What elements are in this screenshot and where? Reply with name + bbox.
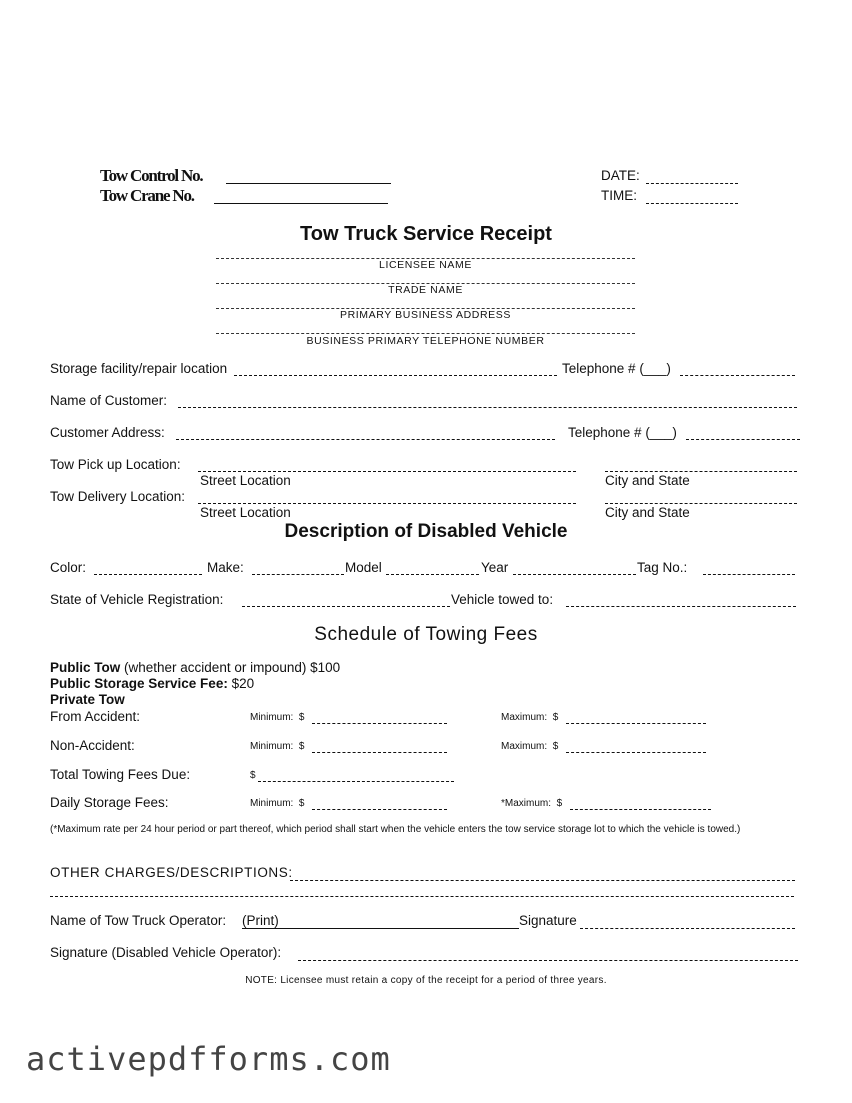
public-storage-value: $20: [231, 676, 255, 691]
daily-storage-max-label: [501, 798, 562, 809]
watermark-logo: activepdfforms.com: [26, 1040, 391, 1078]
customer-telephone-line[interactable]: [686, 439, 800, 440]
vehicle-heading: Description of Disabled Vehicle: [284, 521, 568, 542]
delivery-street-line[interactable]: [198, 503, 576, 504]
delivery-city-line[interactable]: [605, 503, 797, 504]
customer-address-line[interactable]: [176, 439, 555, 440]
non-accident-min-label: [250, 741, 304, 752]
private-tow-label: Private Tow: [50, 692, 125, 707]
operator-label: Name of Tow Truck Operator:: [50, 913, 227, 928]
other-charges-label: OTHER CHARGES/DESCRIPTIONS:: [50, 865, 293, 880]
pickup-label: Tow Pick up Location:: [50, 457, 181, 472]
customer-name-line[interactable]: [178, 407, 797, 408]
date-line[interactable]: [646, 183, 738, 184]
tow-control-label: Tow Control No.: [100, 166, 203, 185]
delivery-street-label: Street Location: [200, 505, 291, 520]
dollar-sign: $: [298, 798, 305, 809]
state-registration-label: State of Vehicle Registration:: [50, 592, 224, 607]
date-label: DATE:: [601, 168, 640, 183]
from-accident-max-line[interactable]: [566, 723, 706, 724]
public-storage-row: [50, 676, 254, 691]
minimum-label: Minimum:: [250, 712, 294, 723]
retention-note: NOTE: Licensee must retain a copy of the receipt for a period of three years.: [245, 975, 607, 986]
primary-address-label: PRIMARY BUSINESS ADDRESS: [340, 309, 511, 321]
operator-print-label: (Print): [242, 913, 279, 928]
customer-name-label: Name of Customer:: [50, 393, 168, 408]
minimum-label: Minimum:: [250, 798, 294, 809]
licensee-name-label: LICENSEE NAME: [379, 259, 472, 271]
other-charges-line[interactable]: [290, 880, 795, 881]
time-label: TIME:: [601, 188, 637, 203]
year-label: Year: [481, 560, 509, 575]
page-title: Tow Truck Service Receipt: [300, 223, 552, 245]
non-accident-label: Non-Accident:: [50, 738, 135, 753]
model-line[interactable]: [386, 574, 479, 575]
make-label: Make:: [207, 560, 244, 575]
operator-signature-line[interactable]: [580, 928, 795, 929]
maximum-star-label: *Maximum:: [501, 798, 552, 809]
dollar-sign: $: [298, 712, 305, 723]
tow-control-line[interactable]: [226, 183, 391, 184]
disabled-signature-label: Signature (Disabled Vehicle Operator):: [50, 945, 282, 960]
time-line[interactable]: [646, 203, 738, 204]
dollar-sign: $: [552, 741, 559, 752]
fees-footnote: (*Maximum rate per 24 hour period or part thereof, which period shall start when the vehicle enters the tow service storage lot to which the vehicle is towed.): [50, 824, 741, 835]
primary-phone-label: BUSINESS PRIMARY TELEPHONE NUMBER: [306, 335, 545, 347]
other-charges-line-2[interactable]: [50, 896, 794, 897]
non-accident-max-label: [501, 741, 558, 752]
tag-label: Tag No.:: [637, 560, 688, 575]
dollar-sign: $: [552, 712, 559, 723]
from-accident-min-label: [250, 712, 304, 723]
daily-storage-min-label: [250, 798, 304, 809]
make-line[interactable]: [252, 574, 344, 575]
primary-phone-line[interactable]: [216, 333, 635, 334]
from-accident-min-line[interactable]: [312, 723, 447, 724]
storage-line[interactable]: [234, 375, 557, 376]
public-tow-label: Public Tow: [50, 660, 121, 675]
color-label: Color:: [50, 560, 87, 575]
public-tow-row: [50, 660, 340, 675]
delivery-city-label: City and State: [605, 505, 690, 520]
color-line[interactable]: [94, 574, 202, 575]
customer-telephone-label: Telephone # (___): [568, 425, 677, 440]
dollar-sign: $: [298, 741, 305, 752]
disabled-signature-line[interactable]: [298, 960, 798, 961]
total-due-label: Total Towing Fees Due:: [50, 767, 191, 782]
pickup-street-line[interactable]: [198, 471, 576, 472]
storage-telephone-line[interactable]: [680, 375, 795, 376]
tow-crane-label: Tow Crane No.: [100, 186, 194, 205]
operator-signature-label: Signature: [519, 913, 577, 928]
operator-name-line[interactable]: [242, 928, 519, 929]
from-accident-max-label: [501, 712, 558, 723]
customer-address-label: Customer Address:: [50, 425, 165, 440]
pickup-city-line[interactable]: [605, 471, 797, 472]
trade-name-label: TRADE NAME: [388, 284, 463, 296]
non-accident-max-line[interactable]: [566, 752, 706, 753]
tow-crane-line[interactable]: [214, 203, 388, 204]
daily-storage-min-line[interactable]: [312, 809, 447, 810]
towed-to-label: Vehicle towed to:: [451, 592, 554, 607]
daily-storage-max-line[interactable]: [570, 809, 711, 810]
tag-line[interactable]: [703, 574, 795, 575]
year-line[interactable]: [513, 574, 636, 575]
from-accident-label: From Accident:: [50, 709, 141, 724]
pickup-city-label: City and State: [605, 473, 690, 488]
total-due-dollar: $: [250, 770, 256, 781]
towed-to-line[interactable]: [566, 606, 796, 607]
state-registration-line[interactable]: [242, 606, 450, 607]
minimum-label: Minimum:: [250, 741, 294, 752]
public-storage-label: Public Storage Service Fee:: [50, 676, 228, 691]
dollar-sign: $: [556, 798, 563, 809]
storage-label: Storage facility/repair location: [50, 361, 228, 376]
non-accident-min-line[interactable]: [312, 752, 447, 753]
maximum-label: Maximum:: [501, 712, 548, 723]
fees-heading: Schedule of Towing Fees: [314, 624, 538, 645]
delivery-label: Tow Delivery Location:: [50, 489, 186, 504]
total-due-line[interactable]: [258, 781, 454, 782]
pickup-street-label: Street Location: [200, 473, 291, 488]
daily-storage-label: Daily Storage Fees:: [50, 795, 169, 810]
storage-telephone-label: Telephone # (___): [562, 361, 671, 376]
maximum-label: Maximum:: [501, 741, 548, 752]
model-label: Model: [345, 560, 382, 575]
public-tow-detail: (whether accident or impound) $100: [124, 660, 341, 675]
